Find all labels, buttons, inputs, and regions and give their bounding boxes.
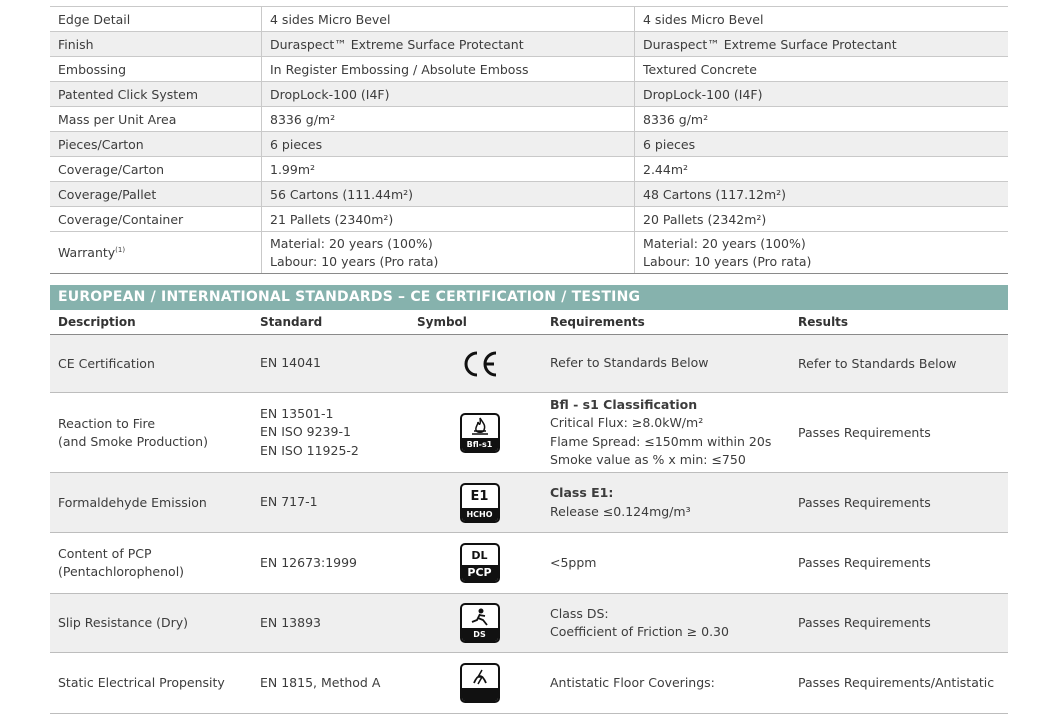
description-line: (Pentachlorophenol)	[58, 564, 185, 579]
spec-value	[261, 232, 634, 273]
description-line: Formaldehyde Emission	[58, 494, 207, 510]
spec-table	[50, 7, 1008, 274]
antistatic-icon	[460, 663, 500, 703]
standard-line: EN 717-1	[260, 494, 318, 510]
standard-code	[252, 354, 417, 373]
spec-row	[50, 107, 1008, 132]
description-line: CE Certification	[58, 355, 155, 371]
spec-label: Embossing	[58, 61, 127, 77]
spec-value	[634, 232, 1008, 273]
spec-value: 8336 g/m²	[634, 107, 1008, 131]
description-line: Reaction to Fire	[58, 415, 156, 431]
standard-result: Passes Requirements	[798, 424, 931, 440]
standard-code	[252, 674, 417, 693]
spec-row	[50, 82, 1008, 107]
standard-result: Passes Requirements	[798, 615, 931, 630]
requirement-line: Class DS:	[550, 605, 609, 621]
warranty-material: Material: 20 years (100%)	[270, 235, 433, 251]
standard-result: Passes Requirements	[798, 555, 931, 570]
warranty-label: Warranty	[58, 245, 116, 260]
standards-row	[50, 473, 1008, 533]
spec-value: 4 sides Micro Bevel	[634, 7, 1008, 31]
spec-value: 20 Pallets (2342m²)	[634, 207, 1008, 231]
spec-value: 6 pieces	[634, 132, 1008, 156]
requirement-line: <5ppm	[550, 554, 597, 570]
standard-result: Passes Requirements	[798, 494, 931, 510]
standards-row	[50, 393, 1008, 473]
warranty-labour: Labour: 10 years (Pro rata)	[270, 253, 439, 269]
spec-row	[50, 207, 1008, 232]
standard-symbol	[417, 483, 542, 523]
spec-label	[50, 232, 261, 273]
spec-label: Coverage/Carton	[58, 161, 165, 177]
standard-code	[252, 554, 417, 573]
spec-page	[50, 0, 1008, 690]
standards-table	[50, 310, 1008, 714]
standards-table-header	[50, 310, 1008, 335]
standard-symbol	[417, 663, 542, 703]
standard-result: Refer to Standards Below	[798, 355, 957, 371]
standard-line: EN ISO 9239-1	[260, 424, 351, 440]
standard-result: Passes Requirements/Antistatic	[798, 675, 995, 690]
standard-description	[50, 614, 252, 632]
standard-description	[50, 415, 252, 451]
spec-value: 4 sides Micro Bevel	[261, 7, 634, 31]
requirement-heading: Class E1:	[550, 485, 614, 500]
description-line: Content of PCP	[58, 546, 152, 561]
standard-requirements	[542, 605, 790, 642]
standard-line: EN 13501-1	[260, 405, 334, 421]
fire-classification-icon: Bfl-s1	[460, 413, 500, 453]
standards-row	[50, 533, 1008, 594]
spec-row	[50, 182, 1008, 207]
spec-value: 56 Cartons (111.44m²)	[261, 182, 634, 206]
spec-label: Pieces/Carton	[58, 136, 144, 152]
standard-code	[252, 405, 417, 461]
spec-value: 1.99m²	[261, 157, 634, 181]
requirement-line: Critical Flux: ≥8.0kW/m²	[550, 415, 704, 430]
standard-description	[50, 545, 252, 581]
standard-line: EN 13893	[260, 614, 321, 630]
description-line: (and Smoke Production)	[58, 433, 208, 449]
standard-line: EN ISO 11925-2	[260, 442, 359, 458]
spec-value: Duraspect™ Extreme Surface Protectant	[261, 32, 634, 56]
standards-row	[50, 594, 1008, 653]
spec-row	[50, 157, 1008, 182]
standards-row	[50, 335, 1008, 393]
spec-row-warranty	[50, 232, 1008, 274]
standard-symbol	[417, 603, 542, 643]
standard-description	[50, 355, 252, 373]
spec-value: 48 Cartons (117.12m²)	[634, 182, 1008, 206]
standard-symbol	[417, 543, 542, 583]
header-requirements: Requirements	[550, 314, 645, 329]
requirement-line: Release ≤0.124mg/m³	[550, 503, 691, 519]
formaldehyde-e1-icon: E1 HCHO	[460, 483, 500, 523]
standard-description	[50, 674, 252, 692]
header-results: Results	[798, 315, 849, 329]
standard-symbol	[417, 413, 542, 453]
standard-description	[50, 494, 252, 512]
spec-value: Duraspect™ Extreme Surface Protectant	[634, 32, 1008, 56]
requirement-heading: Bfl - s1 Classification	[550, 396, 698, 412]
standard-symbol	[417, 349, 542, 379]
requirement-line: Coefficient of Friction ≥ 0.30	[550, 624, 729, 639]
requirement-line: Antistatic Floor Coverings:	[550, 674, 715, 690]
spec-value: DropLock-100 (I4F)	[261, 82, 634, 106]
standard-line: EN 14041	[260, 355, 321, 371]
standard-line: EN 1815, Method A	[260, 674, 381, 690]
standard-requirements	[542, 674, 790, 693]
header-symbol: Symbol	[417, 315, 467, 329]
spec-table-top-border	[50, 0, 1008, 7]
standard-requirements	[542, 396, 790, 470]
spec-value: Textured Concrete	[634, 57, 1008, 81]
standard-requirements	[542, 554, 790, 573]
warranty-material: Material: 20 years (100%)	[643, 235, 806, 251]
slip-resistance-icon: DS	[460, 603, 500, 643]
spec-value: 2.44m²	[634, 157, 1008, 181]
spec-value: 6 pieces	[261, 132, 634, 156]
requirement-line: Refer to Standards Below	[550, 355, 709, 371]
spec-value: DropLock-100 (I4F)	[634, 82, 1008, 106]
spec-label: Coverage/Pallet	[58, 186, 157, 202]
spec-value: 21 Pallets (2340m²)	[261, 207, 634, 231]
header-standard: Standard	[260, 314, 323, 329]
standard-requirements	[542, 354, 790, 373]
requirement-line: Smoke value as % x min: ≤750	[550, 452, 746, 467]
ce-mark-icon	[460, 349, 500, 379]
spec-row	[50, 32, 1008, 57]
description-line: Static Electrical Propensity	[58, 675, 225, 690]
spec-label: Finish	[58, 36, 94, 52]
spec-label: Mass per Unit Area	[58, 111, 177, 127]
standard-requirements	[542, 484, 790, 521]
spec-row	[50, 7, 1008, 32]
spec-row	[50, 57, 1008, 82]
warranty-labour: Labour: 10 years (Pro rata)	[643, 253, 812, 269]
standard-line: EN 12673:1999	[260, 554, 358, 570]
spec-label: Coverage/Container	[58, 211, 184, 227]
pcp-dl-icon: DL PCP	[460, 543, 500, 583]
standards-section-title: EUROPEAN / INTERNATIONAL STANDARDS – CE CERTIFICATION / TESTING	[50, 285, 1008, 310]
standard-code	[252, 493, 417, 512]
spec-value: 8336 g/m²	[261, 107, 634, 131]
requirement-line: Flame Spread: ≤150mm within 20s	[550, 433, 772, 449]
spec-row	[50, 132, 1008, 157]
standards-row	[50, 653, 1008, 714]
spec-label: Patented Click System	[58, 86, 199, 102]
spec-value: In Register Embossing / Absolute Emboss	[261, 57, 634, 81]
warranty-footnote: (1)	[115, 245, 126, 254]
spec-label: Edge Detail	[58, 11, 131, 27]
standard-code	[252, 614, 417, 633]
description-line: Slip Resistance (Dry)	[58, 615, 189, 630]
header-description: Description	[58, 315, 136, 329]
